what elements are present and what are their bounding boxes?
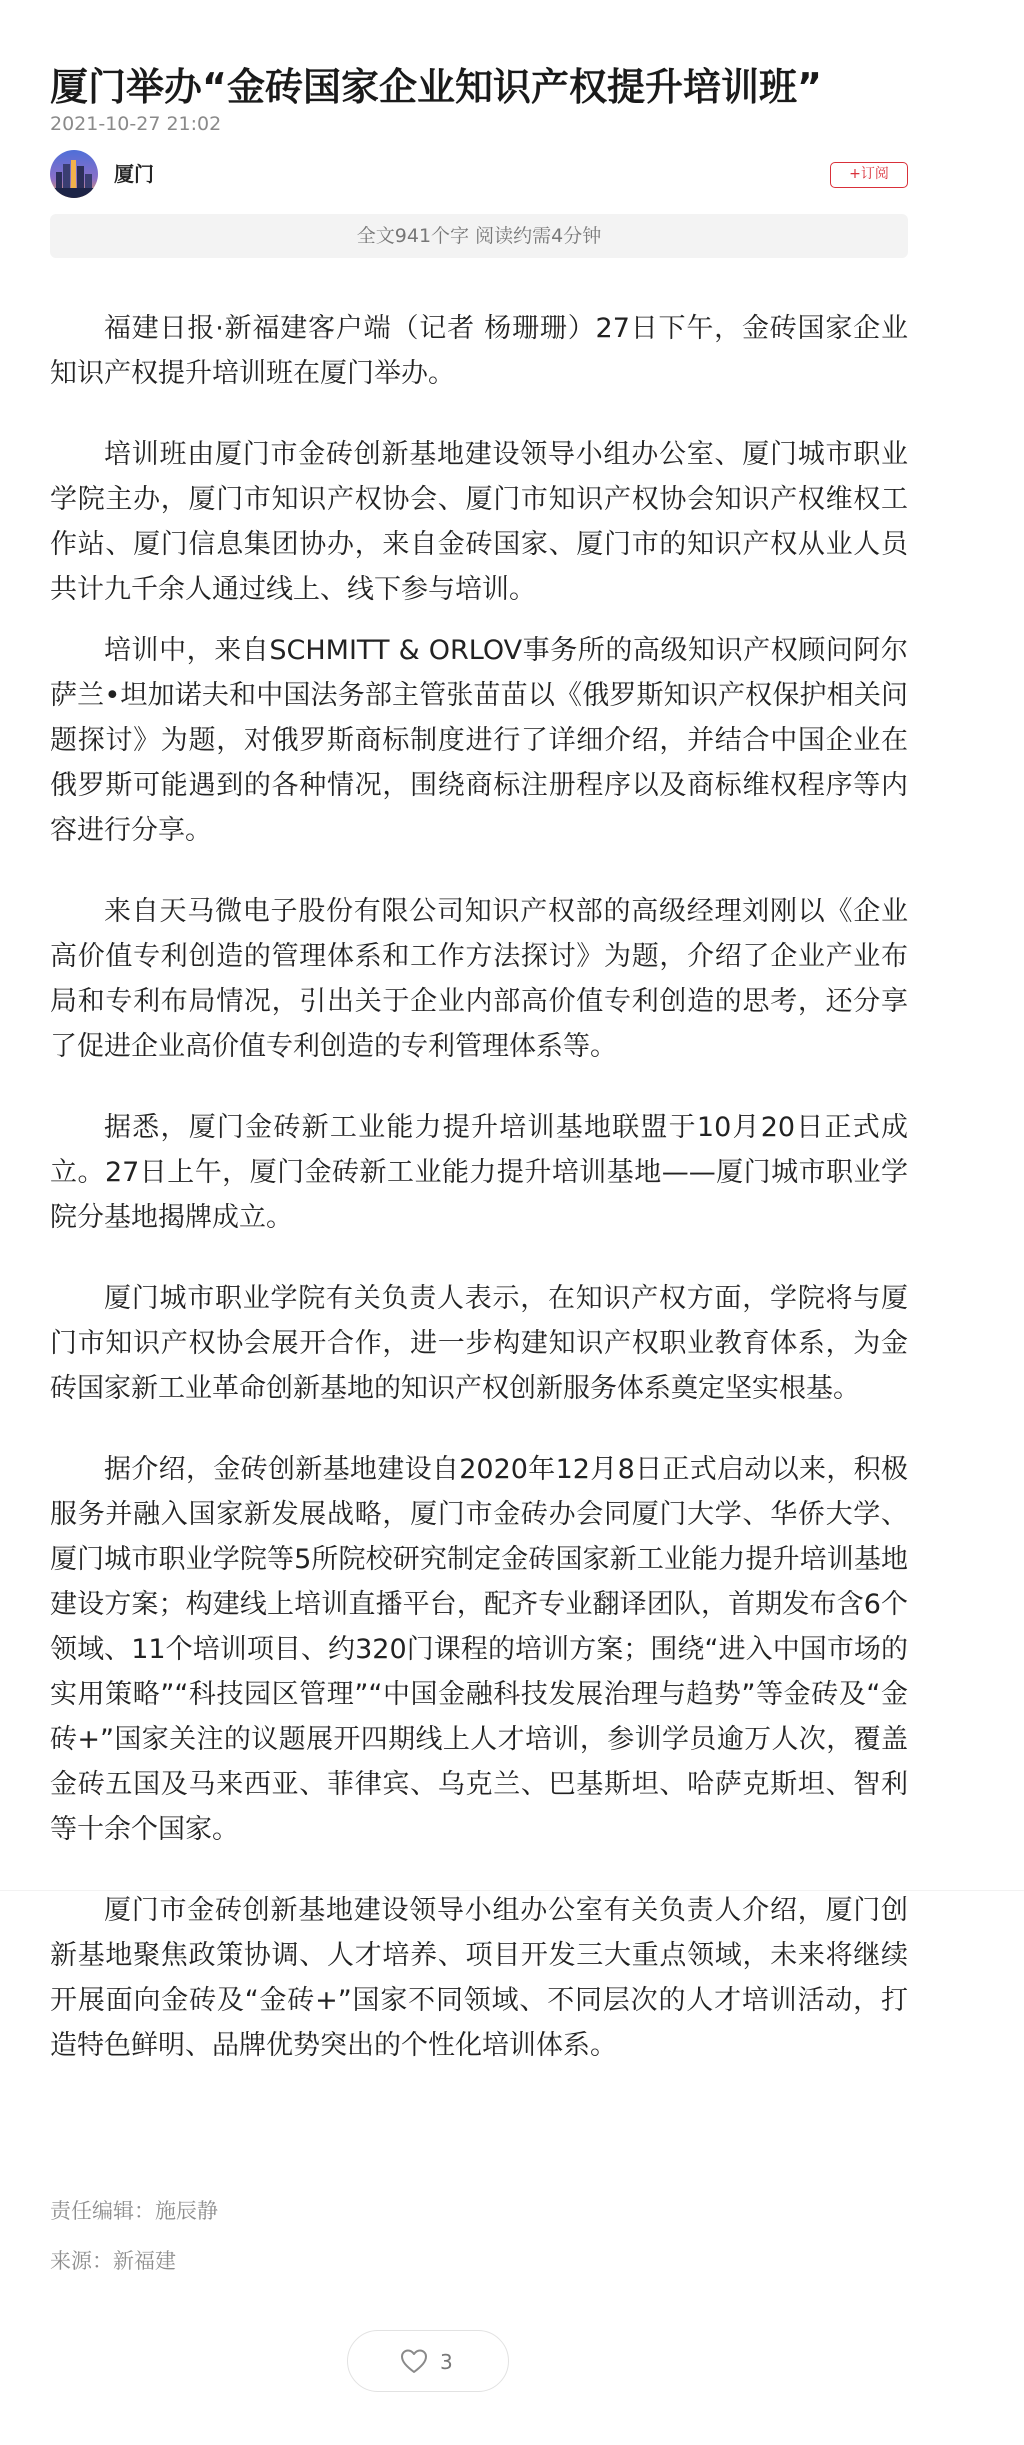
article-paragraph: 来自天马微电子股份有限公司知识产权部的高级经理刘刚以《企业高价值专利创造的管理体系和工作方法探讨》为题，介绍了企业产业布局和专利布局情况，引出关于企业内部高价值专利创造的思考，还分享了促进企业高价值专利创造的专利管理体系等。: [50, 896, 908, 1062]
author-name[interactable]: 厦门: [114, 162, 154, 186]
section-divider: [0, 1890, 1024, 1891]
article-title: 厦门举办“金砖国家企业知识产权提升培训班”: [50, 65, 822, 110]
publish-time: 2021-10-27 21:02: [50, 113, 222, 135]
article-paragraph: 培训班由厦门市金砖创新基地建设领导小组办公室、厦门城市职业学院主办，厦门市知识产权协会、厦门市知识产权协会知识产权维权工作站、厦门信息集团协办，来自金砖国家、厦门市的知识产权从业人员共计九千余人通过线上、线下参与培训。: [50, 439, 908, 605]
editor-credit: 责任编辑：施辰静: [50, 2199, 218, 2223]
like-count: 3: [440, 2350, 453, 2374]
word-count-banner: 全文941个字 阅读约需4分钟: [50, 214, 908, 258]
article-paragraph: 厦门城市职业学院有关负责人表示，在知识产权方面，学院将与厦门市知识产权协会展开合作，进一步构建知识产权职业教育体系，为金砖国家新工业革命创新基地的知识产权创新服务体系奠定坚实根基。: [50, 1283, 908, 1404]
article-paragraph: 据悉，厦门金砖新工业能力提升培训基地联盟于10月20日正式成立。27日上午，厦门金砖新工业能力提升培训基地——厦门城市职业学院分基地揭牌成立。: [50, 1112, 908, 1233]
author-row: [50, 150, 908, 202]
source-credit: 来源：新福建: [50, 2249, 176, 2273]
article-body: [50, 306, 908, 2104]
like-button[interactable]: [347, 2330, 509, 2392]
article-paragraph: 培训中，来自SCHMITT & ORLOV事务所的高级知识产权顾问阿尔萨兰•坦加诺夫和中国法务部主管张苗苗以《俄罗斯知识产权保护相关问题探讨》为题，对俄罗斯商标制度进行了详细介绍，并结合中国企业在俄罗斯可能遇到的各种情况，围绕商标注册程序以及商标维权程序等内容进行分享。: [50, 635, 908, 846]
article-paragraph: 厦门市金砖创新基地建设领导小组办公室有关负责人介绍，厦门创新基地聚焦政策协调、人才培养、项目开发三大重点领域，未来将继续开展面向金砖及“金砖+”国家不同领域、不同层次的人才培训活动，打造特色鲜明、品牌优势突出的个性化培训体系。: [50, 1895, 908, 2061]
article-paragraph: 据介绍，金砖创新基地建设自2020年12月8日正式启动以来，积极服务并融入国家新发展战略，厦门市金砖办会同厦门大学、华侨大学、厦门城市职业学院等5所院校研究制定金砖国家新工业能力提升培训基地建设方案；构建线上培训直播平台，配齐专业翻译团队，首期发布含6个领域、11个培训项目、约320门课程的培训方案；围绕“进入中国市场的实用策略”“科技园区管理”“中国金融科技发展治理与趋势”等金砖及“金砖+”国家关注的议题展开四期线上人才培训，参训学员逾万人次，覆盖金砖五国及马来西亚、菲律宾、乌克兰、巴基斯坦、哈萨克斯坦、智利等十余个国家。: [50, 1454, 908, 1845]
heart-icon: [400, 2348, 428, 2374]
subscribe-button[interactable]: +订阅: [830, 162, 908, 188]
article-paragraph: 福建日报·新福建客户端（记者 杨珊珊）27日下午，金砖国家企业知识产权提升培训班在厦门举办。: [50, 313, 908, 389]
city-avatar-icon[interactable]: [50, 150, 98, 198]
